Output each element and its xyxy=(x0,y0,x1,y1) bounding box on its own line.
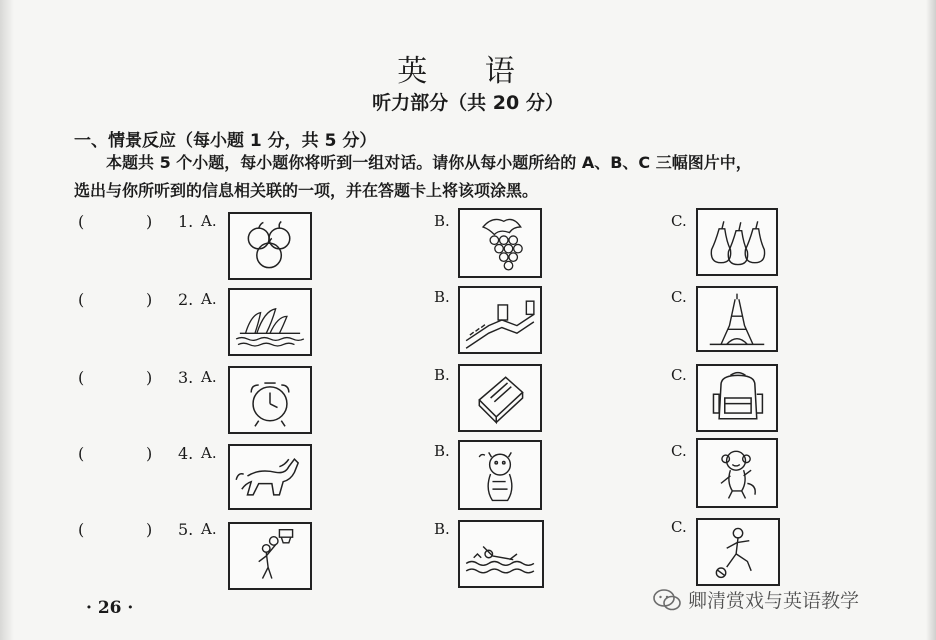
question-row xyxy=(0,362,936,434)
question-row xyxy=(0,286,936,358)
question-row xyxy=(0,438,936,510)
backpack-icon[interactable] xyxy=(696,364,778,432)
great-wall-icon[interactable] xyxy=(458,286,542,354)
answer-paren-right: ) xyxy=(146,520,153,539)
answer-paren-left: ( xyxy=(78,212,85,231)
question-row xyxy=(0,514,936,586)
section-heading: 一、情景反应（每小题 1 分，共 5 分） xyxy=(74,131,377,151)
option-letter: C. xyxy=(671,366,687,384)
page-number: · 26 · xyxy=(86,598,134,618)
eiffel-tower-icon[interactable] xyxy=(696,286,778,352)
alarm-clock-icon[interactable] xyxy=(228,366,312,434)
answer-paren-left: ( xyxy=(78,520,85,539)
option-letter: C. xyxy=(671,212,687,230)
watermark xyxy=(652,586,859,613)
option-letter: B. xyxy=(434,520,450,538)
question-row xyxy=(0,208,936,280)
option-letter: C. xyxy=(671,288,687,306)
answer-paren-right: ) xyxy=(146,212,153,231)
answer-paren-left: ( xyxy=(78,290,85,309)
page-title: 英 语 xyxy=(397,54,539,89)
answer-paren-left: ( xyxy=(78,444,85,463)
answer-paren-right: ) xyxy=(146,290,153,309)
watermark-text: 卿清赏戏与英语教学 xyxy=(688,590,860,612)
option-letter: B. xyxy=(434,366,450,384)
question-number: 4. xyxy=(178,444,194,463)
question-number: 3. xyxy=(178,368,194,387)
option-letter: C. xyxy=(671,442,687,460)
option-letter: A. xyxy=(201,444,217,462)
instruction-line-1: 本题共 5 个小题，每小题你将听到一组对话。请你从每小题所给的 A、B、C 三幅图片中， xyxy=(106,153,752,172)
swimmer-icon[interactable] xyxy=(458,520,544,588)
option-letter: A. xyxy=(201,368,217,386)
basketball-player-icon[interactable] xyxy=(228,522,312,590)
answer-paren-left: ( xyxy=(78,368,85,387)
option-letter: A. xyxy=(201,212,217,230)
option-letter: B. xyxy=(434,212,450,230)
answer-paren-right: ) xyxy=(146,368,153,387)
answer-paren-right: ) xyxy=(146,444,153,463)
option-letter: C. xyxy=(671,518,687,536)
football-player-icon[interactable] xyxy=(696,518,780,586)
pears-icon[interactable] xyxy=(696,208,778,276)
apples-icon[interactable] xyxy=(228,212,312,280)
option-letter: A. xyxy=(201,290,217,308)
sydney-opera-house-icon[interactable] xyxy=(228,288,312,356)
option-letter: B. xyxy=(434,288,450,306)
horse-icon[interactable] xyxy=(228,444,312,510)
book-icon[interactable] xyxy=(458,364,542,432)
question-number: 2. xyxy=(178,290,194,309)
grapes-icon[interactable] xyxy=(458,208,542,278)
option-letter: A. xyxy=(201,520,217,538)
wechat-icon xyxy=(652,588,682,612)
instruction-line-2: 选出与你所听到的信息相关联的一项，并在答题卡上将该项涂黑。 xyxy=(74,181,539,200)
page-subtitle: 听力部分（共 20 分） xyxy=(372,92,564,114)
monkey-icon[interactable] xyxy=(696,438,778,508)
option-letter: B. xyxy=(434,442,450,460)
question-number: 1. xyxy=(178,212,194,231)
tiger-icon[interactable] xyxy=(458,440,542,510)
question-number: 5. xyxy=(178,520,194,539)
